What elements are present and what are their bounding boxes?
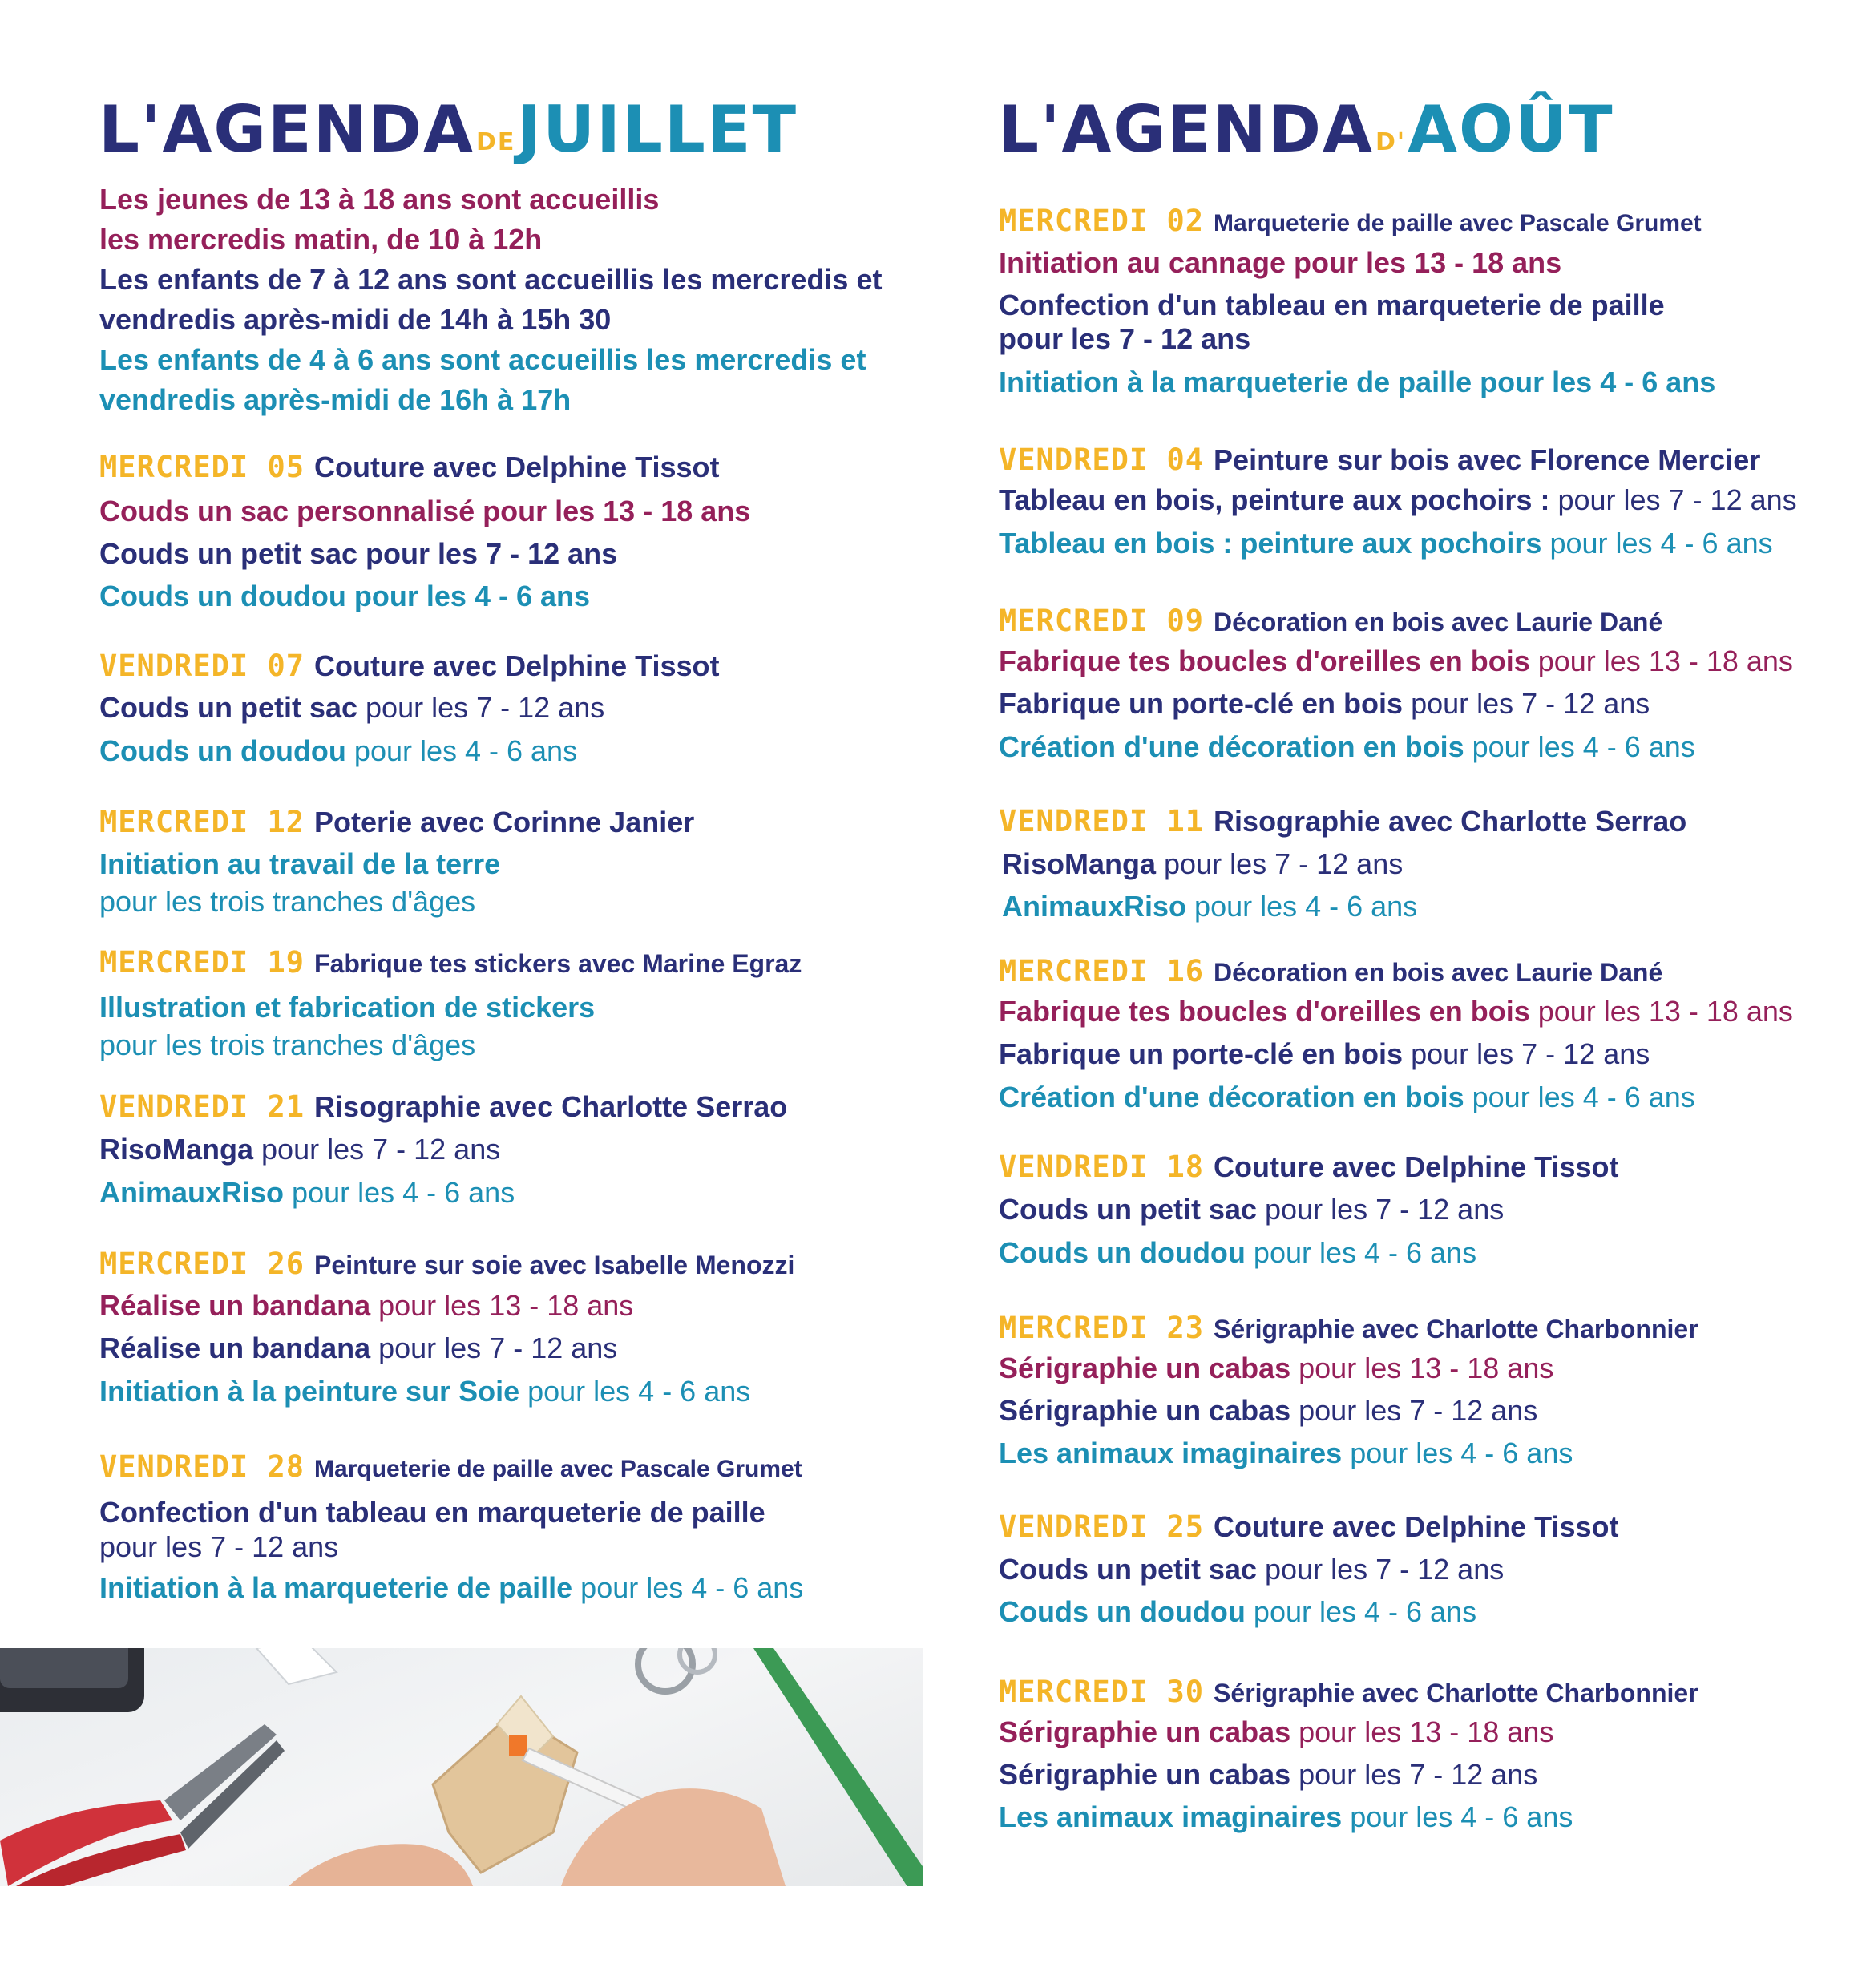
july-title (99, 92, 798, 167)
event-line: Fabrique un porte-clé en bois pour les 7 - 12 ans (999, 687, 1650, 720)
event-title: Marqueterie de paille avec Pascale Grumet (1214, 210, 1702, 236)
july-intro-line: les mercredis matin, de 10 à 12h (99, 223, 543, 256)
event-day: MERCREDI 30 (999, 1675, 1205, 1709)
event-heading (99, 1450, 802, 1485)
event-title: Couture avec Delphine Tissot (1214, 1150, 1619, 1183)
event-heading (99, 946, 802, 980)
july-intro-line: Les jeunes de 13 à 18 ans sont accueillis (99, 183, 660, 216)
event-heading (999, 955, 1662, 989)
event-line: pour les trois tranches d'âges (99, 1028, 476, 1061)
event-line: Confection d'un tableau en marqueterie de paille (99, 1496, 765, 1529)
july-title-agenda: L'AGENDA (99, 92, 475, 167)
event-line: Fabrique un porte-clé en bois pour les 7 - 12 ans (999, 1037, 1650, 1070)
event-line: Couds un doudou pour les 4 - 6 ans (999, 1595, 1477, 1628)
event-line: Couds un doudou pour les 4 - 6 ans (99, 734, 578, 767)
event-line: Couds un sac personnalisé pour les 13 - 18 ans (99, 495, 751, 527)
july-title-month: JUILLET (517, 92, 798, 167)
event-title: Fabrique tes stickers avec Marine Egraz (314, 949, 802, 978)
craft-photo-illustration (0, 1648, 923, 1886)
event-line: Création d'une décoration en bois pour les 4 - 6 ans (999, 730, 1695, 763)
event-line: Couds un petit sac pour les 7 - 12 ans (999, 1193, 1505, 1226)
event-heading (99, 806, 694, 840)
event-heading (99, 1247, 794, 1282)
event-heading (99, 649, 720, 684)
event-line: Initiation au cannage pour les 13 - 18 ans (999, 246, 1562, 279)
event-line: RisoManga pour les 7 - 12 ans (99, 1133, 501, 1166)
event-line: Sérigraphie un cabas pour les 13 - 18 ans (999, 1352, 1554, 1384)
event-day: VENDREDI 07 (99, 649, 305, 683)
august-title-de: D' (1375, 128, 1407, 156)
event-line: Fabrique tes boucles d'oreilles en bois pour les 13 - 18 ans (999, 995, 1793, 1028)
event-day: MERCREDI 09 (999, 604, 1205, 638)
event-day: VENDREDI 04 (999, 442, 1205, 477)
event-line: Création d'une décoration en bois pour les 4 - 6 ans (999, 1081, 1695, 1113)
event-line: Sérigraphie un cabas pour les 13 - 18 ans (999, 1715, 1554, 1748)
event-line: Réalise un bandana pour les 13 - 18 ans (99, 1289, 634, 1322)
event-line: Initiation à la marqueterie de paille pour les 4 - 6 ans (999, 366, 1716, 398)
event-line: Sérigraphie un cabas pour les 7 - 12 ans (999, 1394, 1538, 1427)
event-line: AnimauxRiso pour les 4 - 6 ans (99, 1176, 515, 1209)
august-title (998, 92, 1614, 167)
july-intro-line: vendredis après-midi de 16h à 17h (99, 383, 572, 416)
event-heading (999, 1510, 1619, 1545)
july-title-de: DE (475, 128, 516, 156)
event-day: VENDREDI 21 (99, 1089, 305, 1124)
event-line: Les animaux imaginaires pour les 4 - 6 ans (999, 1436, 1573, 1469)
event-line: Fabrique tes boucles d'oreilles en bois pour les 13 - 18 ans (999, 644, 1793, 677)
event-title: Décoration en bois avec Laurie Dané (1214, 958, 1663, 987)
event-line: Confection d'un tableau en marqueterie de paille (999, 289, 1665, 321)
event-title: Couture avec Delphine Tissot (1214, 1510, 1619, 1543)
event-line: pour les trois tranches d'âges (99, 885, 476, 918)
event-title: Risographie avec Charlotte Serrao (1214, 805, 1687, 838)
event-heading (99, 1090, 787, 1125)
event-title: Couture avec Delphine Tissot (314, 649, 720, 682)
event-title: Risographie avec Charlotte Serrao (314, 1090, 788, 1123)
event-title: Peinture sur soie avec Isabelle Menozzi (314, 1251, 795, 1279)
event-day: MERCREDI 05 (99, 450, 305, 484)
event-line: Initiation à la peinture sur Soie pour les 4 - 6 ans (99, 1375, 751, 1408)
event-title: Poterie avec Corinne Janier (314, 806, 695, 838)
event-heading (999, 1150, 1619, 1185)
event-day: MERCREDI 19 (99, 945, 305, 980)
event-line: Couds un petit sac pour les 7 - 12 ans (999, 1553, 1505, 1586)
event-title: Couture avec Delphine Tissot (314, 451, 720, 483)
event-line: Couds un doudou pour les 4 - 6 ans (999, 1236, 1477, 1269)
august-title-agenda: L'AGENDA (998, 92, 1374, 167)
event-title: Sérigraphie avec Charlotte Charbonnier (1214, 1315, 1698, 1344)
event-heading (99, 451, 720, 485)
event-heading (999, 1675, 1698, 1710)
event-line: RisoManga pour les 7 - 12 ans (1002, 847, 1404, 880)
event-day: MERCREDI 12 (99, 805, 305, 839)
event-day: VENDREDI 11 (999, 804, 1205, 838)
july-intro-line: vendredis après-midi de 14h à 15h 30 (99, 303, 612, 336)
event-line: Initiation au travail de la terre (99, 847, 501, 880)
july-intro-line: Les enfants de 4 à 6 ans sont accueillis les mercredis et (99, 343, 866, 376)
event-heading (999, 1311, 1698, 1346)
event-line: Illustration et fabrication de stickers (99, 991, 596, 1024)
event-line: Réalise un bandana pour les 7 - 12 ans (99, 1331, 618, 1364)
event-title: Sérigraphie avec Charlotte Charbonnier (1214, 1679, 1698, 1707)
event-day: MERCREDI 16 (999, 954, 1205, 988)
event-line: Tableau en bois : peinture aux pochoirs pour les 4 - 6 ans (999, 527, 1773, 560)
event-day: VENDREDI 28 (99, 1449, 305, 1484)
craft-photo (0, 1648, 923, 1886)
event-day: MERCREDI 26 (99, 1247, 305, 1281)
event-title: Peinture sur bois avec Florence Mercier (1214, 443, 1761, 476)
august-title-month: AOÛT (1408, 92, 1614, 167)
event-day: MERCREDI 02 (999, 204, 1205, 238)
event-heading (999, 204, 1702, 239)
event-line: Les animaux imaginaires pour les 4 - 6 ans (999, 1800, 1573, 1833)
event-line: Sérigraphie un cabas pour les 7 - 12 ans (999, 1758, 1538, 1791)
event-day: VENDREDI 18 (999, 1150, 1205, 1184)
july-intro-line: Les enfants de 7 à 12 ans sont accueillis les mercredis et (99, 263, 883, 296)
event-day: VENDREDI 25 (999, 1509, 1205, 1544)
event-line: Initiation à la marqueterie de paille pour les 4 - 6 ans (99, 1571, 804, 1604)
event-line: Couds un doudou pour les 4 - 6 ans (99, 580, 591, 612)
event-heading (999, 604, 1662, 639)
event-title: Décoration en bois avec Laurie Dané (1214, 608, 1663, 636)
event-line: Couds un petit sac pour les 7 - 12 ans (99, 691, 605, 724)
event-day: MERCREDI 23 (999, 1311, 1205, 1345)
event-line: Couds un petit sac pour les 7 - 12 ans (99, 537, 618, 570)
event-line: pour les 7 - 12 ans (99, 1530, 339, 1563)
event-heading (999, 805, 1686, 839)
event-line: AnimauxRiso pour les 4 - 6 ans (1002, 890, 1418, 923)
event-heading (999, 443, 1760, 478)
event-title: Marqueterie de paille avec Pascale Grumet (314, 1456, 802, 1482)
event-line: Tableau en bois, peinture aux pochoirs : pour les 7 - 12 ans (999, 483, 1797, 516)
event-line: pour les 7 - 12 ans (999, 322, 1251, 355)
